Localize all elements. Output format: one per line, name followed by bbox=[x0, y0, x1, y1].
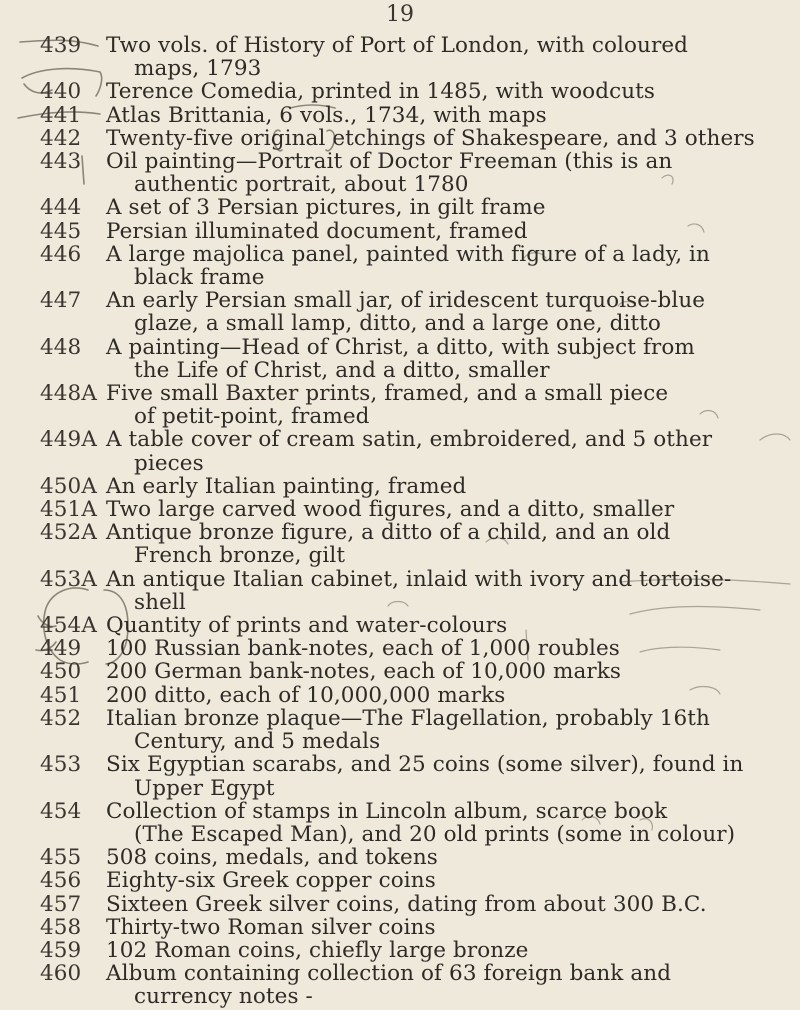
lot-description: Italian bronze plaque—The Flagellation, probably 16th Century, and 5 medals bbox=[106, 705, 710, 755]
lot-entry bbox=[0, 428, 800, 474]
lot-number: 451 bbox=[40, 682, 82, 708]
lot-description: Thirty-two Roman silver coins bbox=[106, 914, 436, 940]
lot-description: A set of 3 Persian pictures, in gilt frame bbox=[106, 195, 546, 221]
lot-entry bbox=[0, 243, 800, 289]
lot-description: An antique Italian cabinet, inlaid with ivory and tortoise- shell bbox=[106, 566, 732, 615]
lot-number: 446 bbox=[40, 241, 82, 267]
lot-number: 447 bbox=[40, 288, 82, 314]
lot-entry bbox=[0, 684, 800, 707]
lot-entry bbox=[0, 220, 800, 243]
lot-number: 442 bbox=[40, 125, 82, 151]
lot-description: 200 ditto, each of 10,000,000 marks bbox=[106, 682, 506, 708]
lot-entry bbox=[0, 34, 800, 80]
lot-entry bbox=[0, 893, 800, 916]
lot-entry bbox=[0, 846, 800, 869]
lot-number: 449A bbox=[40, 427, 97, 453]
lot-number: 453 bbox=[40, 752, 82, 778]
lot-number: 448A bbox=[40, 381, 97, 407]
lot-entry bbox=[0, 637, 800, 660]
lot-number: 439 bbox=[40, 33, 82, 58]
lot-number: 455 bbox=[40, 845, 82, 871]
lot-entry bbox=[0, 475, 800, 498]
lot-entry bbox=[0, 660, 800, 683]
lot-list bbox=[0, 34, 800, 1009]
lot-entry bbox=[0, 80, 800, 103]
lot-description: Terence Comedia, printed in 1485, with woodcuts bbox=[106, 79, 656, 105]
lot-description: Five small Baxter prints, framed, and a small piece of petit-point, framed bbox=[106, 381, 669, 430]
lot-entry bbox=[0, 289, 800, 335]
lot-entry bbox=[0, 614, 800, 637]
lot-number: 452A bbox=[40, 520, 97, 546]
lot-number: 451A bbox=[40, 497, 97, 523]
lot-description: Quantity of prints and water-colours bbox=[106, 613, 508, 639]
lot-number: 450A bbox=[40, 473, 97, 499]
lot-description: A painting—Head of Christ, a ditto, with subject from the Life of Christ, and a ditto, smaller bbox=[106, 334, 695, 383]
lot-number: 450 bbox=[40, 659, 82, 685]
lot-entry bbox=[0, 127, 800, 150]
lot-entry bbox=[0, 382, 800, 428]
lot-description: Six Egyptian scarabs, and 25 coins (some silver), found in Upper Egypt bbox=[106, 752, 744, 801]
lot-number: 444 bbox=[40, 195, 82, 221]
lot-number: 453A bbox=[40, 566, 97, 592]
lot-description: Twenty-five original etchings of Shakespeare, and 3 others bbox=[106, 125, 755, 151]
lot-description: Two vols. of History of Port of London, with coloured maps, 1793 bbox=[106, 33, 689, 82]
lot-description: An early Persian small jar, of iridescent turquoise-blue glaze, a small lamp, ditto, and a large one, ditto bbox=[106, 288, 706, 337]
lot-entry bbox=[0, 104, 800, 127]
lot-number: 459 bbox=[40, 937, 82, 963]
lot-entry bbox=[0, 336, 800, 382]
lot-description: Two large carved wood figures, and a ditto, smaller bbox=[106, 497, 675, 523]
lot-description: Sixteen Greek silver coins, dating from about 300 B.C. bbox=[106, 891, 707, 917]
lot-number: 457 bbox=[40, 891, 82, 917]
lot-number: 456 bbox=[40, 868, 82, 894]
lot-description: Collection of stamps in Lincoln album, scarce book (The Escaped Man), and 20 old prints (some in colour) bbox=[106, 798, 736, 847]
lot-entry bbox=[0, 869, 800, 892]
lot-entry bbox=[0, 196, 800, 219]
lot-description: Oil painting—Portrait of Doctor Freeman (this is an authentic portrait, about 1780 bbox=[106, 149, 673, 198]
lot-entry bbox=[0, 150, 800, 196]
lot-number: 441 bbox=[40, 102, 82, 128]
lot-description: 102 Roman coins, chiefly large bronze bbox=[106, 937, 529, 963]
lot-description: Album containing collection of 63 foreign bank and currency notes - bbox=[106, 961, 672, 1010]
lot-number: 449 bbox=[40, 636, 82, 662]
lot-description: Antique bronze figure, a ditto of a child, and an old French bronze, gilt bbox=[106, 520, 671, 569]
lot-entry bbox=[0, 916, 800, 939]
lot-description: 200 German bank-notes, each of 10,000 marks bbox=[106, 659, 622, 685]
lot-description: An early Italian painting, framed bbox=[106, 473, 467, 499]
lot-number: 460 bbox=[40, 961, 82, 987]
lot-description: 100 Russian bank-notes, each of 1,000 roubles bbox=[106, 636, 620, 662]
lot-description: Atlas Brittania, 6 vols., 1734, with maps bbox=[106, 102, 547, 128]
lot-entry bbox=[0, 753, 800, 799]
lot-entry bbox=[0, 962, 800, 1008]
lot-entry bbox=[0, 800, 800, 846]
lot-entry bbox=[0, 707, 800, 753]
lot-number: 452 bbox=[40, 705, 82, 731]
lot-number: 445 bbox=[40, 218, 82, 244]
lot-description: Eighty-six Greek copper coins bbox=[106, 868, 436, 894]
lot-entry bbox=[0, 521, 800, 567]
lot-description: Persian illuminated document, framed bbox=[106, 218, 528, 244]
lot-number: 443 bbox=[40, 149, 82, 175]
lot-entry bbox=[0, 939, 800, 962]
lot-entry bbox=[0, 568, 800, 614]
lot-entry bbox=[0, 498, 800, 521]
lot-number: 454 bbox=[40, 798, 82, 824]
lot-number: 454A bbox=[40, 613, 97, 639]
lot-description: A table cover of cream satin, embroidered, and 5 other pieces bbox=[106, 427, 713, 476]
page-number: 19 bbox=[386, 2, 414, 27]
lot-number: 440 bbox=[40, 79, 82, 105]
lot-description: 508 coins, medals, and tokens bbox=[106, 845, 438, 871]
lot-description: A large majolica panel, painted with figure of a lady, in black frame bbox=[106, 241, 710, 291]
lot-number: 448 bbox=[40, 334, 82, 360]
lot-number: 458 bbox=[40, 914, 82, 940]
